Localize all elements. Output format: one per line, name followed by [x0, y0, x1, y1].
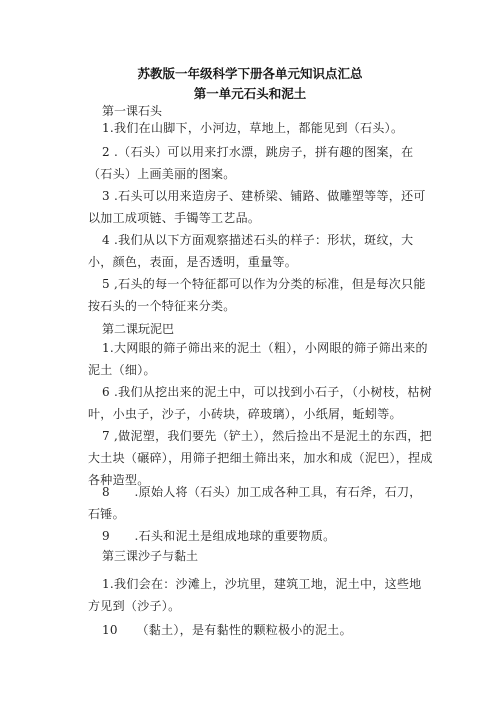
paragraph-11: 1.我们会在：沙滩上，沙坑里，建筑工地，泥土中，这些地方见到（沙子）。	[88, 577, 422, 613]
paragraph-7: 6 .我们从挖出来的泥土中，可以找到小石子，（小树枝，枯树叶，小虫子，沙子，小砖块，碎玻璃），小纸屑，蚯蚓等。	[88, 385, 432, 421]
lesson-heading-1: 第一课石头	[102, 104, 163, 118]
lesson-heading-3: 第三课沙子与黏土	[102, 549, 199, 563]
document-title: 苏教版一年级科学下册各单元知识点汇总	[137, 66, 363, 81]
paragraph-3: 3 .石头可以用来造房子、建桥梁、铺路、做雕塑等等，还可以加工成项链、手镯等工艺品。	[88, 189, 426, 225]
lesson-heading-2: 第二课玩泥巴	[102, 322, 175, 336]
unit-title: 第一单元石头和泥土	[193, 86, 307, 101]
paragraph-9: 8 .原始人将（石头）加工成各种工具，有石斧，石刀，石锤。	[88, 485, 422, 521]
paragraph-1: 1.我们在山脚下，小河边，草地上，都能见到（石头）。	[102, 121, 404, 135]
paragraph-2: 2 .（石头）可以用来打水漂，跳房子，拼有趣的图案，在（石头）上画美丽的图案。	[88, 145, 414, 181]
paragraph-5: 5 ,石头的每一个特征都可以作为分类的标准，但是每次只能按石头的一个特征来分类。	[88, 277, 426, 313]
paragraph-4: 4 .我们从以下方面观察描述石头的样子：形状，斑纹，大小，颜色，表面，是否透明，重量等。	[88, 233, 414, 269]
paragraph-6: 1.大网眼的筛子筛出来的泥土（粗），小网眼的筛子筛出来的泥土（细）。	[88, 341, 428, 377]
paragraph-8: 7 ,做泥塑，我们要先（铲土），然后捡出不是泥土的东西，把大土块（碾碎），用筛子把细土筛出来，加水和成（泥巴），捏成各种造型。	[88, 429, 433, 487]
paragraph-10: 9 .石头和泥土是组成地球的重要物质。	[102, 529, 336, 543]
paragraph-12: 10 （黏土），是有黏性的颗粒极小的泥土。	[102, 623, 352, 637]
